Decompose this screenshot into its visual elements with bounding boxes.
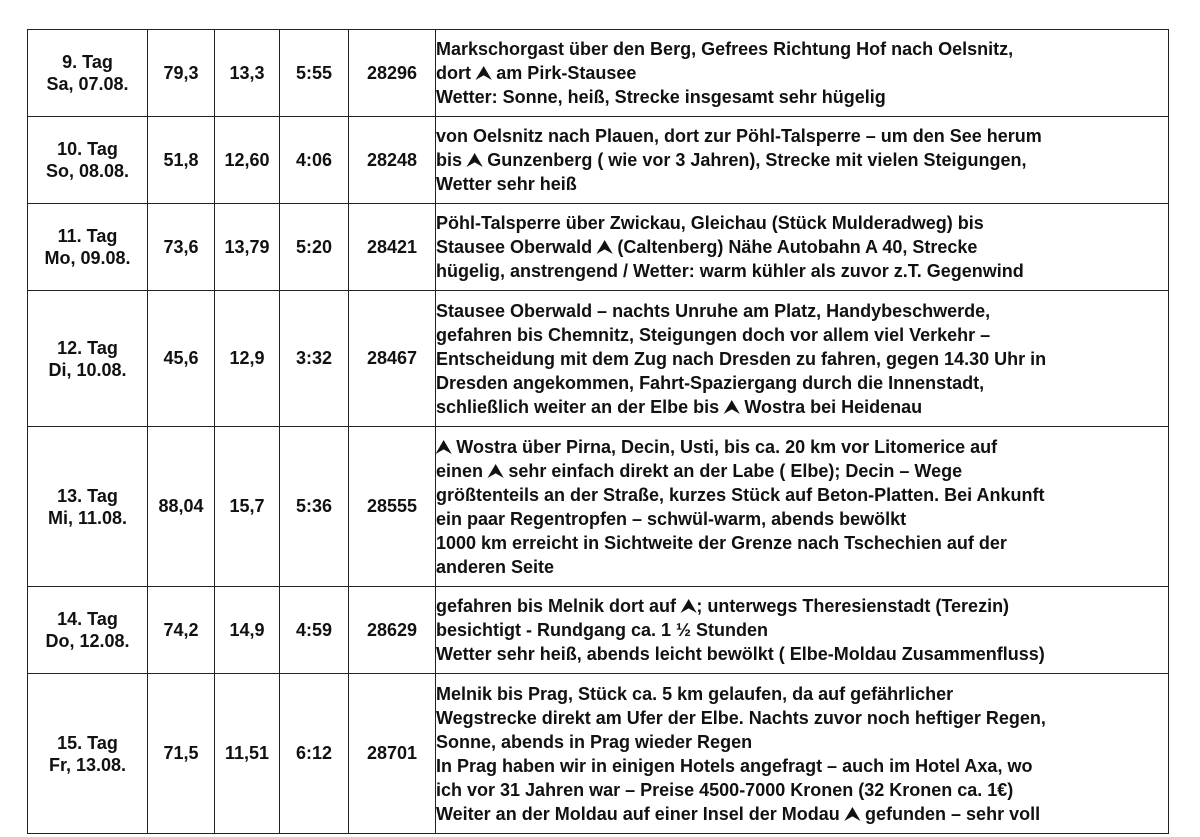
description-line: Wegstrecke direkt am Ufer der Elbe. Nachts zuvor noch heftiger Regen,: [436, 707, 1046, 728]
distance-cell: 79,3: [148, 30, 215, 117]
table-row: [28, 291, 1169, 427]
average-speed-cell: 11,51: [215, 674, 280, 834]
odometer-cell: 28701: [349, 674, 436, 834]
day-date: Mi, 11.08.: [47, 507, 128, 528]
description-line: Wetter sehr heiß, abends leicht bewölkt ( Elbe-Moldau Zusammenfluss): [436, 644, 1045, 664]
day-number: 11. Tag: [57, 226, 118, 246]
description-line: 1000 km erreicht in Sichtweite der Grenze nach Tschechien auf der: [436, 532, 1007, 553]
day-cell: [28, 117, 148, 204]
distance-cell: 71,5: [148, 674, 215, 834]
description-line: Sonne, abends in Prag wieder Regen: [436, 731, 753, 752]
distance-cell: 88,04: [148, 427, 215, 587]
odometer-cell: 28248: [349, 117, 436, 204]
description-line: schließlich weiter an der Elbe bis ⮝ Wostra bei Heidenau: [436, 396, 923, 417]
table-row: [28, 674, 1169, 834]
description-line: Stausee Oberwald – nachts Unruhe am Platz, Handybeschwerde,: [436, 300, 991, 321]
day-date: Sa, 07.08.: [46, 74, 129, 94]
description-line: Weiter an der Moldau auf einer Insel der Modau ⮝ gefunden – sehr voll: [436, 803, 1041, 824]
day-cell: [28, 427, 148, 587]
table-row: [28, 427, 1169, 587]
description-line: besichtigt - Rundgang ca. 1 ½ Stunden: [436, 620, 769, 640]
average-speed-cell: 13,3: [215, 30, 280, 117]
day-date: Di, 10.08.: [48, 359, 127, 380]
description-line: hügelig, anstrengend / Wetter: warm kühler als zuvor z.T. Gegenwind: [436, 261, 1024, 281]
ride-time-cell: 4:59: [280, 587, 349, 674]
ride-time-cell: 5:36: [280, 427, 349, 587]
day-number: 13. Tag: [57, 485, 118, 506]
description-line: ein paar Regentropfen – schwül-warm, abends bewölkt: [436, 508, 907, 529]
description-cell: [436, 587, 1169, 674]
description-line: ⮝ Wostra über Pirna, Decin, Usti, bis ca. 20 km vor Litomerice auf: [436, 436, 998, 457]
average-speed-cell: 14,9: [215, 587, 280, 674]
description-line: einen ⮝ sehr einfach direkt an der Labe ( Elbe); Decin – Wege: [436, 460, 963, 481]
day-number: 10. Tag: [57, 139, 118, 159]
description-line: dort ⮝ am Pirk-Stausee: [436, 63, 637, 83]
table-row: [28, 117, 1169, 204]
description-line: anderen Seite: [436, 556, 555, 577]
day-date: Mo, 09.08.: [44, 248, 131, 268]
day-cell: [28, 291, 148, 427]
description-line: gefahren bis Chemnitz, Steigungen doch vor allem viel Verkehr –: [436, 324, 991, 345]
ride-time-cell: 3:32: [280, 291, 349, 427]
description-line: größtenteils an der Straße, kurzes Stück auf Beton-Platten. Bei Ankunft: [436, 484, 1045, 505]
day-number: 9. Tag: [62, 52, 113, 72]
day-number: 12. Tag: [57, 337, 118, 358]
day-cell: [28, 30, 148, 117]
description-cell: [436, 427, 1169, 587]
distance-cell: 51,8: [148, 117, 215, 204]
travel-log-table: [27, 29, 1169, 834]
day-cell: [28, 674, 148, 834]
odometer-cell: 28421: [349, 204, 436, 291]
description-line: Dresden angekommen, Fahrt-Spaziergang durch die Innenstadt,: [436, 372, 985, 393]
distance-cell: 73,6: [148, 204, 215, 291]
ride-time-cell: 4:06: [280, 117, 349, 204]
average-speed-cell: 12,9: [215, 291, 280, 427]
distance-cell: 45,6: [148, 291, 215, 427]
travel-log-body: [28, 30, 1169, 834]
day-number: 15. Tag: [57, 732, 118, 753]
description-line: ich vor 31 Jahren war – Preise 4500-7000 Kronen (32 Kronen ca. 1€): [436, 779, 1014, 800]
odometer-cell: 28555: [349, 427, 436, 587]
table-row: [28, 587, 1169, 674]
document-page: [27, 29, 1168, 834]
description-cell: [436, 204, 1169, 291]
description-line: von Oelsnitz nach Plauen, dort zur Pöhl-Talsperre – um den See herum: [436, 126, 1042, 146]
table-row: [28, 204, 1169, 291]
description-line: Pöhl-Talsperre über Zwickau, Gleichau (Stück Mulderadweg) bis: [436, 213, 984, 233]
description-line: Melnik bis Prag, Stück ca. 5 km gelaufen, da auf gefährlicher: [436, 683, 954, 704]
description-line: Entscheidung mit dem Zug nach Dresden zu fahren, gegen 14.30 Uhr in: [436, 348, 1047, 369]
description-cell: [436, 291, 1169, 427]
day-number: 14. Tag: [57, 609, 118, 629]
description-cell: [436, 674, 1169, 834]
day-date: Do, 12.08.: [45, 631, 130, 651]
description-line: gefahren bis Melnik dort auf ⮝; unterwegs Theresienstadt (Terezin): [436, 596, 1010, 616]
description-line: Stausee Oberwald ⮝ (Caltenberg) Nähe Autobahn A 40, Strecke: [436, 237, 978, 257]
ride-time-cell: 5:55: [280, 30, 349, 117]
average-speed-cell: 13,79: [215, 204, 280, 291]
odometer-cell: 28296: [349, 30, 436, 117]
day-date: Fr, 13.08.: [48, 754, 127, 775]
ride-time-cell: 5:20: [280, 204, 349, 291]
table-row: [28, 30, 1169, 117]
day-cell: [28, 204, 148, 291]
description-line: Wetter: Sonne, heiß, Strecke insgesamt sehr hügelig: [436, 87, 886, 107]
description-line: In Prag haben wir in einigen Hotels angefragt – auch im Hotel Axa, wo: [436, 755, 1033, 776]
description-cell: [436, 30, 1169, 117]
day-date: So, 08.08.: [45, 161, 130, 181]
description-line: Wetter sehr heiß: [436, 174, 577, 194]
odometer-cell: 28629: [349, 587, 436, 674]
description-line: Markschorgast über den Berg, Gefrees Richtung Hof nach Oelsnitz,: [436, 39, 1014, 59]
description-line: bis ⮝ Gunzenberg ( wie vor 3 Jahren), Strecke mit vielen Steigungen,: [436, 150, 1027, 170]
ride-time-cell: 6:12: [280, 674, 349, 834]
average-speed-cell: 15,7: [215, 427, 280, 587]
distance-cell: 74,2: [148, 587, 215, 674]
day-cell: [28, 587, 148, 674]
average-speed-cell: 12,60: [215, 117, 280, 204]
description-cell: [436, 117, 1169, 204]
odometer-cell: 28467: [349, 291, 436, 427]
